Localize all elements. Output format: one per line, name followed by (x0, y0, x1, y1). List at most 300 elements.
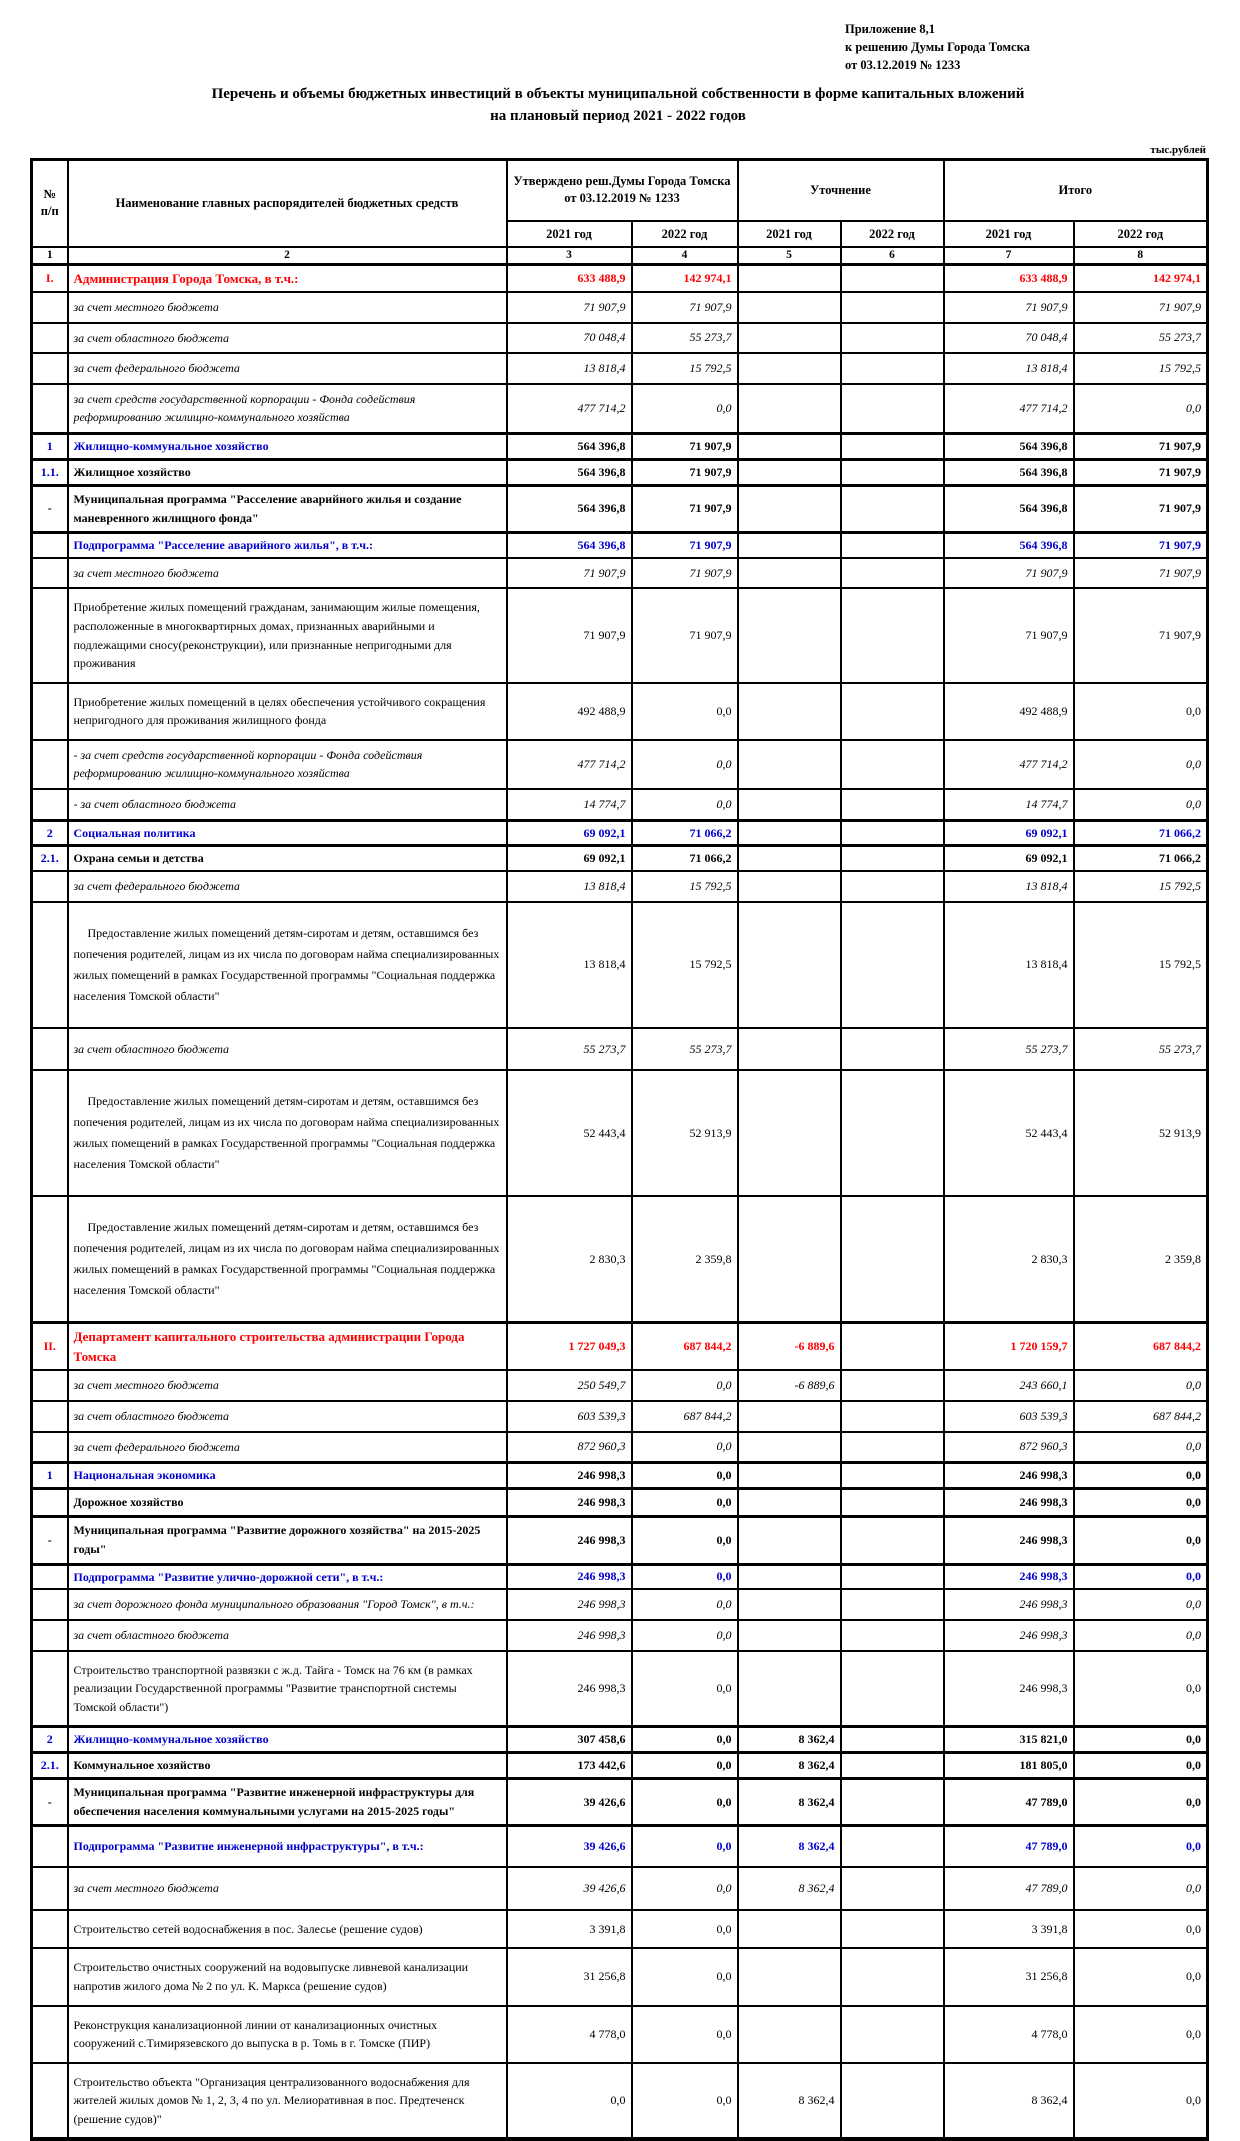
row-number-cell (32, 1651, 68, 1727)
table-row (32, 1910, 1208, 1949)
value-cell: 492 488,9 (507, 683, 632, 740)
value-cell: 31 256,8 (507, 1948, 632, 2005)
value-cell (841, 1432, 944, 1463)
column-number: 4 (632, 247, 738, 264)
value-cell: 71 907,9 (507, 292, 632, 323)
value-cell (738, 292, 841, 323)
value-cell: 246 998,3 (507, 1564, 632, 1589)
row-number-cell (32, 1432, 68, 1463)
table-row (32, 384, 1208, 434)
table-row (32, 1778, 1208, 1825)
row-name-cell: Жилищно-коммунальное хозяйство (68, 1727, 507, 1753)
value-cell: 55 273,7 (944, 1028, 1074, 1071)
value-cell: 15 792,5 (632, 871, 738, 902)
value-cell: 71 907,9 (632, 459, 738, 485)
row-number-cell (32, 1489, 68, 1517)
value-cell: 55 273,7 (632, 323, 738, 354)
row-number-cell (32, 384, 68, 434)
value-cell: 8 362,4 (738, 1727, 841, 1753)
value-cell: 71 066,2 (632, 820, 738, 846)
value-cell (841, 1489, 944, 1517)
value-cell: 246 998,3 (507, 1517, 632, 1564)
table-row (32, 1070, 1208, 1196)
value-cell: 181 805,0 (944, 1753, 1074, 1779)
value-cell (738, 846, 841, 871)
row-name-cell: Подпрограмма "Расселение аварийного жилья", в т.ч.: (68, 532, 507, 557)
value-cell: 0,0 (632, 1489, 738, 1517)
row-number-cell: 2.1. (32, 846, 68, 871)
value-cell: 8 362,4 (738, 2063, 841, 2140)
value-cell (738, 902, 841, 1028)
value-cell: 0,0 (1074, 1564, 1208, 1589)
value-cell (841, 1867, 944, 1910)
table-row (32, 558, 1208, 589)
row-name-cell: за счет областного бюджета (68, 323, 507, 354)
value-cell: 0,0 (632, 1753, 738, 1779)
column-number: 3 (507, 247, 632, 264)
row-name-cell: Муниципальная программа "Расселение аварийного жилья и создание маневренного жилищного фонда" (68, 485, 507, 532)
row-number-cell (32, 1401, 68, 1432)
value-cell: 0,0 (1074, 683, 1208, 740)
value-cell (738, 1432, 841, 1463)
value-cell: 872 960,3 (507, 1432, 632, 1463)
value-cell (841, 384, 944, 434)
value-cell: 603 539,3 (944, 1401, 1074, 1432)
value-cell: 8 362,4 (944, 2063, 1074, 2140)
value-cell (841, 1370, 944, 1401)
value-cell: 52 913,9 (1074, 1070, 1208, 1196)
value-cell: 71 907,9 (1074, 459, 1208, 485)
value-cell (841, 323, 944, 354)
value-cell: 55 273,7 (1074, 323, 1208, 354)
header-year-2021: 2021 год (738, 221, 841, 247)
value-cell: 71 066,2 (1074, 846, 1208, 871)
value-cell (738, 871, 841, 902)
value-cell: 0,0 (632, 1826, 738, 1867)
value-cell: 8 362,4 (738, 1778, 841, 1825)
table-row (32, 846, 1208, 871)
row-number-cell: II. (32, 1323, 68, 1371)
value-cell (738, 459, 841, 485)
table-row (32, 485, 1208, 532)
row-number-cell: 2 (32, 820, 68, 846)
row-number-cell (32, 683, 68, 740)
value-cell (738, 353, 841, 384)
table-row (32, 2063, 1208, 2140)
column-number: 5 (738, 247, 841, 264)
value-cell: 246 998,3 (944, 1589, 1074, 1620)
value-cell (841, 902, 944, 1028)
value-cell (841, 588, 944, 682)
value-cell (738, 1651, 841, 1727)
value-cell: 564 396,8 (507, 532, 632, 557)
row-name-cell: Строительство очистных сооружений на водовыпуске ливневой канализации напротив жилого дома № 2 по ул. К. Маркса (решение судов) (68, 1948, 507, 2005)
row-name-cell: - за счет средств государственной корпорации - Фонда содействия реформированию жилищно-коммунального хозяйства (68, 740, 507, 789)
value-cell (841, 846, 944, 871)
value-cell: 71 907,9 (1074, 433, 1208, 459)
table-row (32, 789, 1208, 820)
value-cell: 13 818,4 (944, 353, 1074, 384)
value-cell: 70 048,4 (507, 323, 632, 354)
table-row (32, 1651, 1208, 1727)
value-cell (738, 2006, 841, 2063)
value-cell: 477 714,2 (944, 384, 1074, 434)
header-year-2021: 2021 год (507, 221, 632, 247)
value-cell (738, 1070, 841, 1196)
value-cell (841, 558, 944, 589)
value-cell (738, 1910, 841, 1949)
row-number-cell: 1.1. (32, 459, 68, 485)
value-cell: 0,0 (632, 1948, 738, 2005)
value-cell (841, 292, 944, 323)
value-cell (841, 1948, 944, 2005)
value-cell: 0,0 (632, 683, 738, 740)
table-row (32, 1323, 1208, 1371)
value-cell: 564 396,8 (507, 485, 632, 532)
value-cell: 246 998,3 (944, 1564, 1074, 1589)
value-cell: 246 998,3 (507, 1589, 632, 1620)
table-row (32, 902, 1208, 1028)
value-cell: 2 359,8 (1074, 1196, 1208, 1323)
value-cell: 0,0 (1074, 1589, 1208, 1620)
value-cell: 0,0 (632, 2006, 738, 2063)
value-cell: 0,0 (632, 2063, 738, 2140)
value-cell: 633 488,9 (944, 264, 1074, 292)
row-number-cell (32, 323, 68, 354)
header-year-2022: 2022 год (1074, 221, 1208, 247)
row-name-cell: за счет местного бюджета (68, 558, 507, 589)
row-number-cell (32, 1589, 68, 1620)
value-cell: 477 714,2 (507, 384, 632, 434)
row-name-cell: Охрана семьи и детства (68, 846, 507, 871)
value-cell (738, 1463, 841, 1489)
value-cell: 0,0 (632, 1432, 738, 1463)
value-cell: 69 092,1 (507, 846, 632, 871)
value-cell (738, 323, 841, 354)
value-cell (841, 1651, 944, 1727)
row-name-cell: Дорожное хозяйство (68, 1489, 507, 1517)
row-name-cell: за счет местного бюджета (68, 1867, 507, 1910)
value-cell: 0,0 (632, 1620, 738, 1651)
row-number-cell (32, 1564, 68, 1589)
value-cell (738, 820, 841, 846)
value-cell: 0,0 (1074, 789, 1208, 820)
row-name-cell: Жилищное хозяйство (68, 459, 507, 485)
value-cell: 15 792,5 (1074, 353, 1208, 384)
budget-table-header (32, 159, 1208, 264)
value-cell: 15 792,5 (632, 902, 738, 1028)
table-row (32, 1028, 1208, 1071)
value-cell (841, 2063, 944, 2140)
row-name-cell: Предоставление жилых помещений детям-сиротам и детям, оставшимся без попечения родителей, лицам из их числа по договорам найма специализированных жилых помещений в рамках Государственной программы "Социальная поддержка населения Томской области" (68, 902, 507, 1028)
value-cell (738, 558, 841, 589)
value-cell: 71 907,9 (507, 588, 632, 682)
value-cell: 52 443,4 (944, 1070, 1074, 1196)
row-name-cell: Предоставление жилых помещений детям-сиротам и детям, оставшимся без попечения родителей, лицам из их числа по договорам найма специализированных жилых помещений в рамках Государственной программы "Социальная поддержка населения Томской области" (68, 1070, 507, 1196)
table-row (32, 1867, 1208, 1910)
value-cell (738, 740, 841, 789)
value-cell (738, 485, 841, 532)
value-cell: 3 391,8 (944, 1910, 1074, 1949)
row-number-cell (32, 1196, 68, 1323)
row-number-cell (32, 292, 68, 323)
column-number: 2 (68, 247, 507, 264)
value-cell: 633 488,9 (507, 264, 632, 292)
value-cell: 0,0 (632, 384, 738, 434)
value-cell: 315 821,0 (944, 1727, 1074, 1753)
value-cell (841, 1196, 944, 1323)
value-cell (738, 384, 841, 434)
value-cell: 0,0 (1074, 1432, 1208, 1463)
value-cell: 71 066,2 (1074, 820, 1208, 846)
table-row (32, 1370, 1208, 1401)
value-cell: 0,0 (1074, 1948, 1208, 2005)
page-title-line2: на плановый период 2021 - 2022 годов (30, 106, 1206, 128)
row-name-cell: за счет дорожного фонда муниципального образования "Город Томск", в т.ч.: (68, 1589, 507, 1620)
value-cell: 307 458,6 (507, 1727, 632, 1753)
value-cell: 1 727 049,3 (507, 1323, 632, 1371)
appendix-line: к решению Думы Города Томска (845, 38, 1030, 56)
header-num: № п/п (32, 159, 68, 247)
value-cell: 0,0 (1074, 1727, 1208, 1753)
value-cell: 564 396,8 (944, 459, 1074, 485)
value-cell: 246 998,3 (507, 1489, 632, 1517)
value-cell: 0,0 (1074, 2006, 1208, 2063)
value-cell: 55 273,7 (632, 1028, 738, 1071)
value-cell: 477 714,2 (944, 740, 1074, 789)
value-cell: 55 273,7 (507, 1028, 632, 1071)
table-row (32, 532, 1208, 557)
row-number-cell (32, 902, 68, 1028)
value-cell: 564 396,8 (507, 433, 632, 459)
value-cell: 8 362,4 (738, 1826, 841, 1867)
column-number: 8 (1074, 247, 1208, 264)
row-name-cell: за счет областного бюджета (68, 1620, 507, 1651)
value-cell (738, 588, 841, 682)
value-cell: 0,0 (1074, 2063, 1208, 2140)
value-cell (841, 1517, 944, 1564)
value-cell: 15 792,5 (1074, 871, 1208, 902)
value-cell: 0,0 (632, 1778, 738, 1825)
row-number-cell (32, 1867, 68, 1910)
row-name-cell: за счет федерального бюджета (68, 871, 507, 902)
table-row (32, 1620, 1208, 1651)
value-cell: 39 426,6 (507, 1867, 632, 1910)
value-cell: 71 907,9 (944, 292, 1074, 323)
value-cell (738, 1564, 841, 1589)
table-row (32, 1432, 1208, 1463)
header-clarification: Уточнение (738, 159, 944, 221)
value-cell: 0,0 (1074, 1489, 1208, 1517)
row-number-cell: 1 (32, 1463, 68, 1489)
value-cell: 0,0 (1074, 1778, 1208, 1825)
row-name-cell: Подпрограмма "Развитие инженерной инфраструктуры", в т.ч.: (68, 1826, 507, 1867)
column-number: 7 (944, 247, 1074, 264)
value-cell (738, 1196, 841, 1323)
value-cell (738, 433, 841, 459)
row-number-cell (32, 558, 68, 589)
value-cell: 15 792,5 (632, 353, 738, 384)
value-cell (841, 1028, 944, 1071)
value-cell: 3 391,8 (507, 1910, 632, 1949)
value-cell (841, 820, 944, 846)
value-cell: 71 907,9 (632, 433, 738, 459)
row-number-cell (32, 353, 68, 384)
row-name-cell: Подпрограмма "Развитие улично-дорожной сети", в т.ч.: (68, 1564, 507, 1589)
value-cell: 687 844,2 (632, 1401, 738, 1432)
row-number-cell (32, 1910, 68, 1949)
row-name-cell: Строительство транспортной развязки с ж.д. Тайга - Томск на 76 км (в рамках реализации Государственной программы "Развитие транспортной системы Томской области") (68, 1651, 507, 1727)
value-cell: 246 998,3 (944, 1620, 1074, 1651)
table-row (32, 323, 1208, 354)
table-row (32, 1564, 1208, 1589)
value-cell: 39 426,6 (507, 1778, 632, 1825)
appendix-line: Приложение 8,1 (845, 20, 1030, 38)
table-row (32, 683, 1208, 740)
value-cell: 0,0 (1074, 1910, 1208, 1949)
value-cell (738, 1517, 841, 1564)
value-cell: 2 830,3 (944, 1196, 1074, 1323)
table-row (32, 353, 1208, 384)
table-row (32, 1948, 1208, 2005)
value-cell: 0,0 (632, 1564, 738, 1589)
row-name-cell: Приобретение жилых помещений гражданам, занимающим жилые помещения, расположенные в многоквартирных домах, признанных аварийными и подлежащими сносу(реконструкции), или признанные непригодными для проживания (68, 588, 507, 682)
value-cell: 71 907,9 (1074, 558, 1208, 589)
value-cell: 246 998,3 (944, 1517, 1074, 1564)
row-name-cell: Предоставление жилых помещений детям-сиротам и детям, оставшимся без попечения родителей, лицам из их числа по договорам найма специализированных жилых помещений в рамках Государственной программы "Социальная поддержка населения Томской области" (68, 1196, 507, 1323)
budget-table-body (32, 264, 1208, 2139)
value-cell: 0,0 (632, 1651, 738, 1727)
row-name-cell: Строительство сетей водоснабжения в пос. Залесье (решение судов) (68, 1910, 507, 1949)
value-cell (841, 1589, 944, 1620)
value-cell: 52 913,9 (632, 1070, 738, 1196)
header-year-2021: 2021 год (944, 221, 1074, 247)
row-name-cell: Департамент капитального строительства администрации Города Томска (68, 1323, 507, 1371)
value-cell (841, 485, 944, 532)
row-number-cell (32, 2063, 68, 2140)
value-cell (738, 264, 841, 292)
table-row (32, 1589, 1208, 1620)
value-cell: 55 273,7 (1074, 1028, 1208, 1071)
value-cell (841, 2006, 944, 2063)
value-cell: 246 998,3 (507, 1463, 632, 1489)
row-number-cell (32, 1620, 68, 1651)
row-name-cell: Реконструкция канализационной линии от канализационных очистных сооружений с.Тимирязевского до выпуска в р. Томь в г. Томске (ПИР) (68, 2006, 507, 2063)
value-cell: 687 844,2 (1074, 1401, 1208, 1432)
value-cell: 71 907,9 (1074, 588, 1208, 682)
row-number-cell: - (32, 485, 68, 532)
value-cell: 8 362,4 (738, 1753, 841, 1779)
value-cell: 872 960,3 (944, 1432, 1074, 1463)
value-cell: 0,0 (632, 1517, 738, 1564)
row-name-cell: Национальная экономика (68, 1463, 507, 1489)
value-cell: 47 789,0 (944, 1778, 1074, 1825)
value-cell: 8 362,4 (738, 1867, 841, 1910)
value-cell: 71 907,9 (944, 588, 1074, 682)
row-number-cell (32, 1070, 68, 1196)
row-number-cell (32, 2006, 68, 2063)
row-name-cell: Приобретение жилых помещений в целях обеспечения устойчивого сокращения непригодного для проживания жилищного фонда (68, 683, 507, 740)
value-cell: 250 549,7 (507, 1370, 632, 1401)
value-cell: 0,0 (632, 1910, 738, 1949)
row-number-cell (32, 740, 68, 789)
page-title-line1: Перечень и объемы бюджетных инвестиций в объекты муниципальной собственности в форме капитальных вложений (30, 84, 1206, 106)
value-cell: 0,0 (632, 1589, 738, 1620)
table-row (32, 740, 1208, 789)
header-year-2022: 2022 год (632, 221, 738, 247)
table-row (32, 2006, 1208, 2063)
value-cell: 71 907,9 (1074, 532, 1208, 557)
table-row (32, 588, 1208, 682)
value-cell: 71 907,9 (632, 532, 738, 557)
row-number-cell: 2 (32, 1727, 68, 1753)
value-cell: 0,0 (1074, 1651, 1208, 1727)
value-cell: 0,0 (1074, 1867, 1208, 1910)
value-cell: 246 998,3 (944, 1651, 1074, 1727)
table-row (32, 459, 1208, 485)
value-cell (841, 1070, 944, 1196)
row-number-cell (32, 871, 68, 902)
row-name-cell: Социальная политика (68, 820, 507, 846)
value-cell: 0,0 (1074, 1370, 1208, 1401)
value-cell: 14 774,7 (507, 789, 632, 820)
value-cell: 13 818,4 (507, 871, 632, 902)
value-cell: 2 830,3 (507, 1196, 632, 1323)
value-cell (841, 264, 944, 292)
value-cell: 71 907,9 (632, 292, 738, 323)
table-row (32, 820, 1208, 846)
value-cell (738, 1620, 841, 1651)
row-number-cell: 2.1. (32, 1753, 68, 1779)
value-cell: 71 907,9 (632, 485, 738, 532)
table-row (32, 1401, 1208, 1432)
table-row (32, 871, 1208, 902)
row-name-cell: - за счет областного бюджета (68, 789, 507, 820)
value-cell: 0,0 (632, 1867, 738, 1910)
row-name-cell: за счет средств государственной корпорации - Фонда содействия реформированию жилищно-коммунального хозяйства (68, 384, 507, 434)
value-cell (841, 1778, 944, 1825)
value-cell: 0,0 (632, 1727, 738, 1753)
value-cell: 1 720 159,7 (944, 1323, 1074, 1371)
row-number-cell: - (32, 1778, 68, 1825)
value-cell (841, 1401, 944, 1432)
value-cell: 477 714,2 (507, 740, 632, 789)
value-cell (738, 683, 841, 740)
value-cell: 243 660,1 (944, 1370, 1074, 1401)
value-cell (738, 1489, 841, 1517)
value-cell: 246 998,3 (507, 1651, 632, 1727)
value-cell: 142 974,1 (632, 264, 738, 292)
value-cell (841, 433, 944, 459)
value-cell: 0,0 (1074, 1463, 1208, 1489)
value-cell (841, 1564, 944, 1589)
value-cell: 69 092,1 (507, 820, 632, 846)
value-cell (841, 1753, 944, 1779)
value-cell: 246 998,3 (944, 1463, 1074, 1489)
table-row (32, 1727, 1208, 1753)
value-cell: 15 792,5 (1074, 902, 1208, 1028)
column-number: 1 (32, 247, 68, 264)
value-cell: 13 818,4 (507, 353, 632, 384)
row-name-cell: Муниципальная программа "Развитие дорожного хозяйства" на 2015-2025 годы" (68, 1517, 507, 1564)
value-cell: 564 396,8 (944, 532, 1074, 557)
value-cell: 71 907,9 (507, 558, 632, 589)
value-cell (841, 1620, 944, 1651)
value-cell: 47 789,0 (944, 1826, 1074, 1867)
value-cell: 0,0 (1074, 1517, 1208, 1564)
row-number-cell: - (32, 1517, 68, 1564)
value-cell: 0,0 (632, 789, 738, 820)
